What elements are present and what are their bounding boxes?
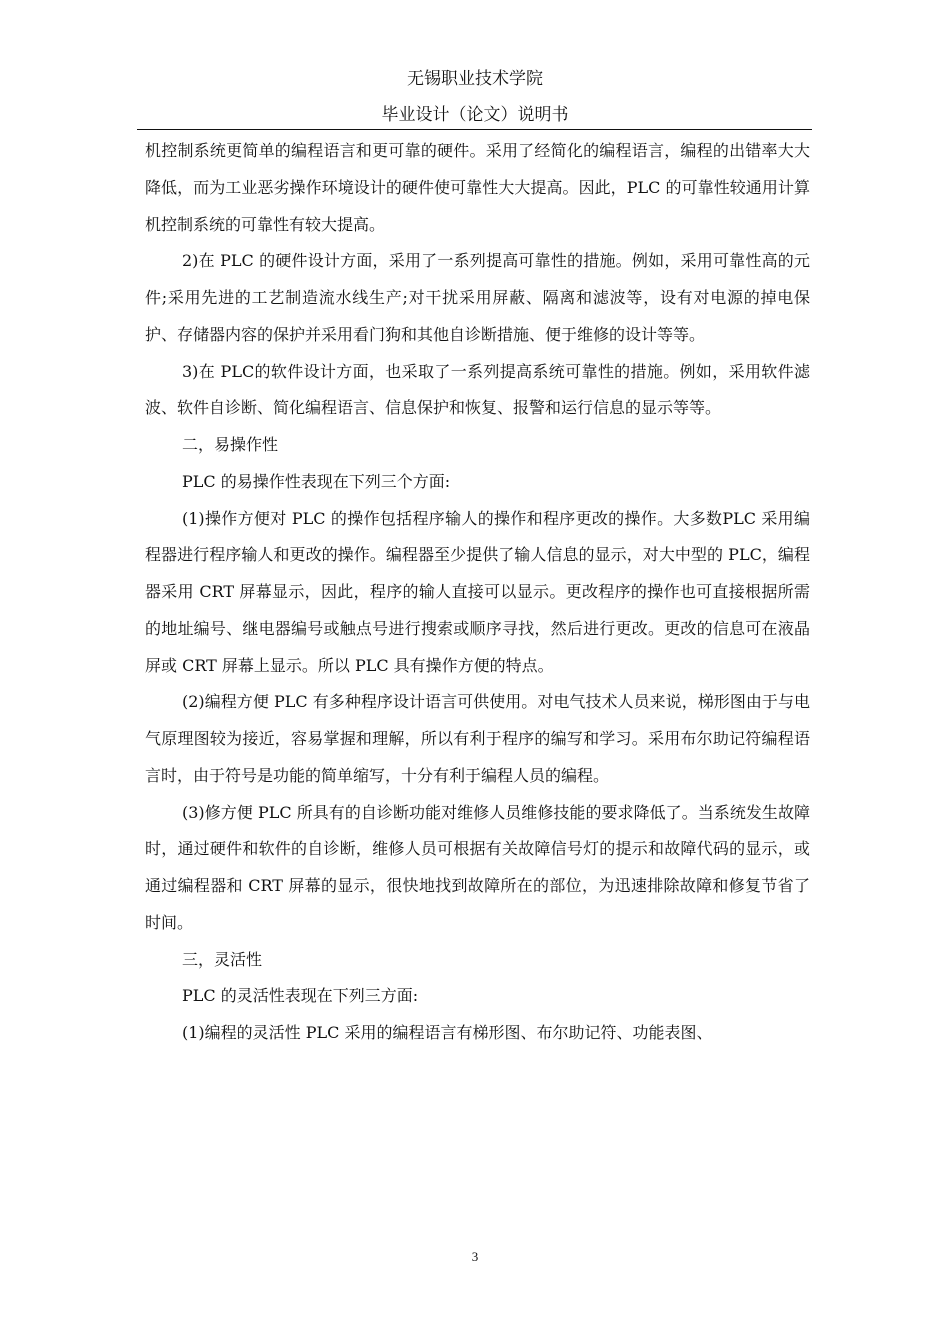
paragraph-continuation: 机控制系统更简单的编程语言和更可靠的硬件。采用了经简化的编程语言，编程的出错率大大降低，而为工业恶劣操作环境设计的硬件使可靠性大大提高。因此，PLC 的可靠性较通用计算机控制系统的可靠性有较大提高。 [145, 141, 810, 234]
institution-name: 无锡职业技术学院 [407, 69, 543, 89]
document-body [145, 133, 810, 1052]
page-number: 3 [471, 1249, 479, 1264]
paragraph-software-reliability: 3)在 PLC的软件设计方面，也采取了一系列提高系统可靠性的措施。例如，采用软件滤波、软件自诊断、简化编程语言、信息保护和恢复、报警和运行信息的显示等等。 [145, 361, 810, 418]
paragraph-convenient-programming: (2)编程方便 PLC 有多种程序设计语言可供使用。对电气技术人员来说，梯形图由于与电气原理图较为接近，容易掌握和理解，所以有利于程序的编写和学习。采用布尔助记符编程语言时，由于符号是功能的简单缩写，十分有利于编程人员的编程。 [145, 692, 810, 785]
paragraph-flexibility-intro: PLC 的灵活性表现在下列三方面: [182, 986, 419, 1006]
paragraph-hardware-reliability: 2)在 PLC 的硬件设计方面，采用了一系列提高可靠性的措施。例如，采用可靠性高的元件;采用先进的工艺制造流水线生产;对干扰采用屏蔽、隔离和滤波等，设有对电源的掉电保护、存储器内容的保护并采用看门狗和其他自诊断措施、便于维修的设计等等。 [145, 251, 810, 344]
paragraph-convenient-operation: (1)操作方便对 PLC 的操作包括程序输人的操作和程序更改的操作。大多数PLC 采用编程器进行程序输人和更改的操作。编程器至少提供了输人信息的显示，对大中型的 PLC，编程器采用 CRT 屏幕显示，因此，程序的输人直接可以显示。更改程序的操作也可直接根据所需的地址编号、继电器编号或触点号进行搜索或顺序寻找，然后进行更改。更改的信息可在液晶屏或 CRT 屏幕上显示。所以 PLC 具有操作方便的特点。 [145, 508, 810, 675]
paragraph-convenient-maintenance: (3)修方便 PLC 所具有的自诊断功能对维修人员维修技能的要求降低了。当系统发生故障时，通过硬件和软件的自诊断，维修人员可根据有关故障信号灯的提示和故障代码的显示，或通过编程器和 CRT 屏幕的显示，很快地找到故障所在的部位，为迅速排除故障和修复节省了时间。 [145, 802, 810, 932]
paragraph-programming-flexibility: (1)编程的灵活性 PLC 采用的编程语言有梯形图、布尔助记符、功能表图、 [182, 1023, 713, 1042]
header-divider [137, 129, 812, 130]
section-heading-ease-of-operation: 二，易操作性 [182, 435, 279, 454]
document-title: 毕业设计（论文）说明书 [381, 105, 569, 125]
section-heading-flexibility: 三，灵活性 [182, 949, 263, 969]
paragraph-ease-intro: PLC 的易操作性表现在下列三个方面: [182, 471, 451, 491]
